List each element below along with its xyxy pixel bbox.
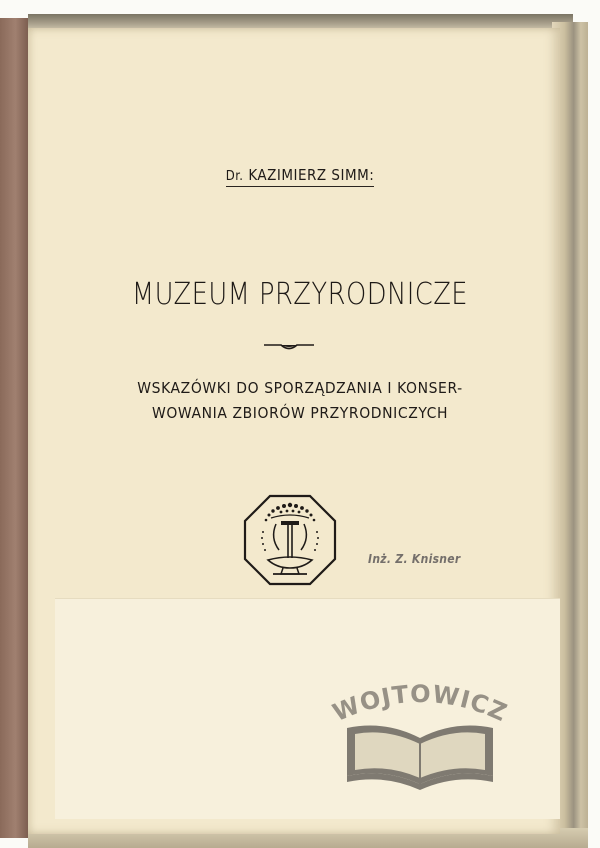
book-subtitle <box>0 376 600 426</box>
owner-stamp: Inż. Z. Knisner <box>368 552 461 566</box>
watermark-text: WOJTOWICZ <box>328 680 512 728</box>
author-prefix: Dr. <box>225 169 244 184</box>
author-line <box>0 166 600 184</box>
publisher-emblem-icon <box>243 494 337 590</box>
author-name: KAZIMIERZ SIMM: <box>248 166 375 184</box>
subtitle-line-2: WOWANIA ZBIORÓW PRZYRODNICZYCH <box>151 404 449 422</box>
book-spine-cloth <box>0 18 28 838</box>
subtitle-line-1: WSKAZÓWKI DO SPORZĄDZANIA I KONSER- <box>137 379 463 397</box>
svg-text:WOJTOWICZ <box>329 680 512 727</box>
wojtowicz-watermark-logo <box>325 680 515 799</box>
author-underline <box>226 166 375 187</box>
book-title: MUZEUM PRZYRODNICZE <box>131 277 469 312</box>
ornament-divider-icon <box>263 338 315 357</box>
